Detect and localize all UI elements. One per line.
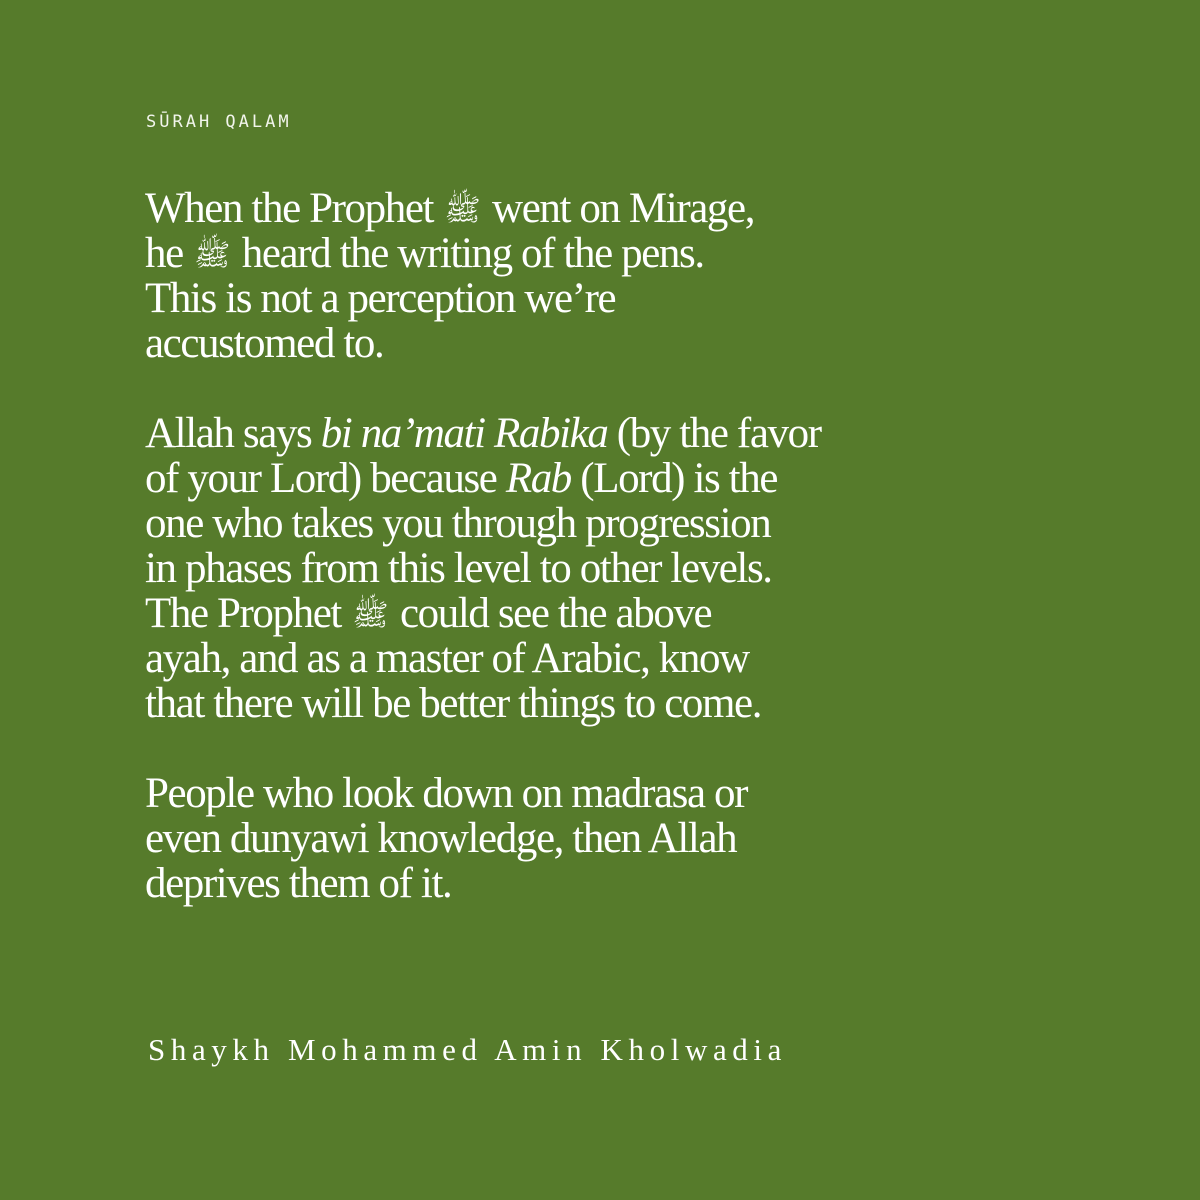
quote-text: (Lord) is the: [580, 455, 778, 502]
quote-line: [145, 186, 905, 231]
quote-text: (by the favor: [616, 410, 821, 457]
quote-line: People who look down on madrasa or: [145, 770, 748, 817]
quote-line: [145, 411, 905, 456]
quote-body: [145, 186, 905, 906]
quote-paragraph-3: [145, 771, 905, 906]
salawat-honorific: ﷺ: [352, 598, 389, 633]
quote-line: [145, 456, 905, 501]
quote-line: deprives them of it.: [145, 860, 452, 907]
quote-line: [145, 231, 905, 276]
arabic-term: Rab: [505, 455, 571, 502]
quote-text: Allah says: [145, 410, 312, 457]
quote-line: one who takes you through progression: [145, 500, 771, 547]
arabic-transliteration: bi na’mati Rabika: [320, 410, 608, 457]
quote-text: he: [145, 230, 183, 277]
surah-label: SŪRAH QALAM: [146, 112, 292, 132]
quote-text: went on Mirage,: [492, 185, 755, 232]
quote-line: even dunyawi knowledge, then Allah: [145, 815, 737, 862]
salawat-honorific: ﷺ: [444, 193, 481, 228]
quote-paragraph-2: [145, 411, 905, 726]
quote-text: The Prophet: [145, 590, 341, 637]
quote-text: heard the writing of the pens.: [241, 230, 704, 277]
quote-text: of your Lord) because: [145, 455, 497, 502]
quote-text: When the Prophet: [145, 185, 434, 232]
author-attribution: Shaykh Mohammed Amin Kholwadia: [148, 1032, 787, 1067]
quote-line: that there will be better things to come.: [145, 680, 762, 727]
quote-text: could see the above: [399, 590, 712, 637]
quote-line: [145, 591, 905, 636]
quote-line: accustomed to.: [145, 320, 384, 367]
quote-paragraph-1: [145, 186, 905, 366]
quote-line: ayah, and as a master of Arabic, know: [145, 635, 749, 682]
quote-line: in phases from this level to other levels.: [145, 545, 772, 592]
salawat-honorific: ﷺ: [194, 238, 231, 273]
quote-line: This is not a perception we’re: [145, 275, 616, 322]
